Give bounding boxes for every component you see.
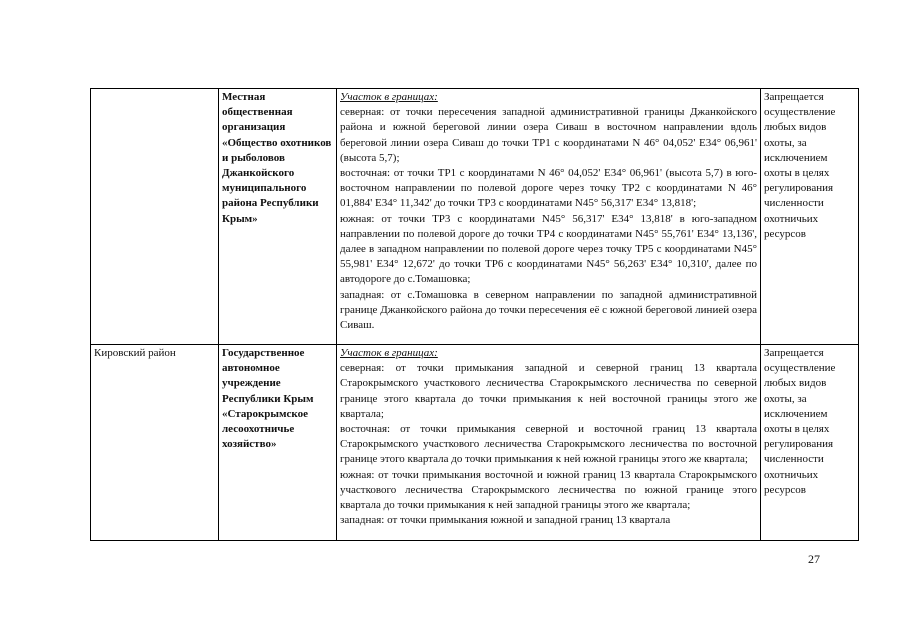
prohibition-cell xyxy=(761,89,859,345)
section-heading: Участок в границах: xyxy=(340,91,438,103)
boundaries-cell xyxy=(337,89,761,345)
section-heading: Участок в границах: xyxy=(340,347,438,359)
organization-cell: Государственное автономное учреждение Республики Крым «Старокрымское лесоохотничье хозяйство» xyxy=(219,345,337,541)
boundaries-cell xyxy=(337,345,761,541)
table-row xyxy=(91,89,859,345)
table-row xyxy=(91,345,859,541)
hunting-boundaries-table xyxy=(90,88,859,541)
district-cell xyxy=(91,89,219,345)
organization-cell: Местная общественная организация «Общество охотников и рыболовов Джанкойского муниципального района Республики Крым» xyxy=(219,89,337,345)
boundary-west: западная: от точки примыкания южной и западной границ 13 квартала xyxy=(340,514,671,527)
boundary-east: восточная: от точки примыкания северной и восточной границ 13 квартала Старокрымского участкового лесничества Старокрымского лесничества по восточной границе этого квартала до точки примыкания к ней южной границы этого же квартала; xyxy=(340,423,757,466)
boundary-north: северная: от точки пересечения западной административной границы Джанкойского района и южной береговой линии озера Сиваш в восточном направлении вдоль береговой линии озера Сиваш до точки ТР1 с координатами N 46° 04,052' E34° 06,961' (высота 5,7); xyxy=(340,106,757,164)
boundary-east: восточная: от точки ТР1 с координатами N 46° 04,052' E34° 06,961' (высота 5,7) в юго-восточном направлении по полевой дороге через точку ТР2 с координатами N 46° 01,884' E34° 11,342' до точки ТР3 с координатами N45° 56,317' E34° 13,818'; xyxy=(340,167,757,210)
boundary-south: южная: от точки примыкания восточной и южной границ 13 квартала Старокрымского участкового лесничества Старокрымского лесничества по южной границе этого квартала до точки примыкания к ней западной границы этого же квартала; xyxy=(340,468,757,512)
prohibition-text: Запрещается осуществление любых видов охоты, за исключением охоты в целях регулирования численности охотничьих ресурсов xyxy=(764,347,836,496)
district-cell: Кировский район xyxy=(91,345,219,541)
page-number: 27 xyxy=(808,552,820,566)
prohibition-cell xyxy=(761,345,859,541)
boundary-west: западная: от с.Томашовка в северном направлении по западной административной границе Джанкойского района до точки пересечения её с южной береговой линией озера Сиваш. xyxy=(340,288,757,332)
prohibition-text: Запрещается осуществление любых видов охоты, за исключением охоты в целях регулирования численности охотничьих ресурсов xyxy=(764,91,836,240)
boundary-south: южная: от точки ТР3 с координатами N45° 56,317' E34° 13,818' в юго-западном направлении по полевой дороге до точки ТР4 с координатами N45° 55,761' E34° 13,136', далее в западном направлении по полевой дороге через точку ТР5 с координатами N45° 55,981' E34° 12,672' до точки ТР6 с координатами N45° 56,263' E34° 10,310', далее по автодороге до с.Томашовка; xyxy=(340,212,757,286)
boundary-north: северная: от точки примыкания западной и северной границ 13 квартала Старокрымского участкового лесничества Старокрымского лесничества по северной границе этого квартала до точки примыкания к ней восточной границы этого же квартала; xyxy=(340,362,757,420)
